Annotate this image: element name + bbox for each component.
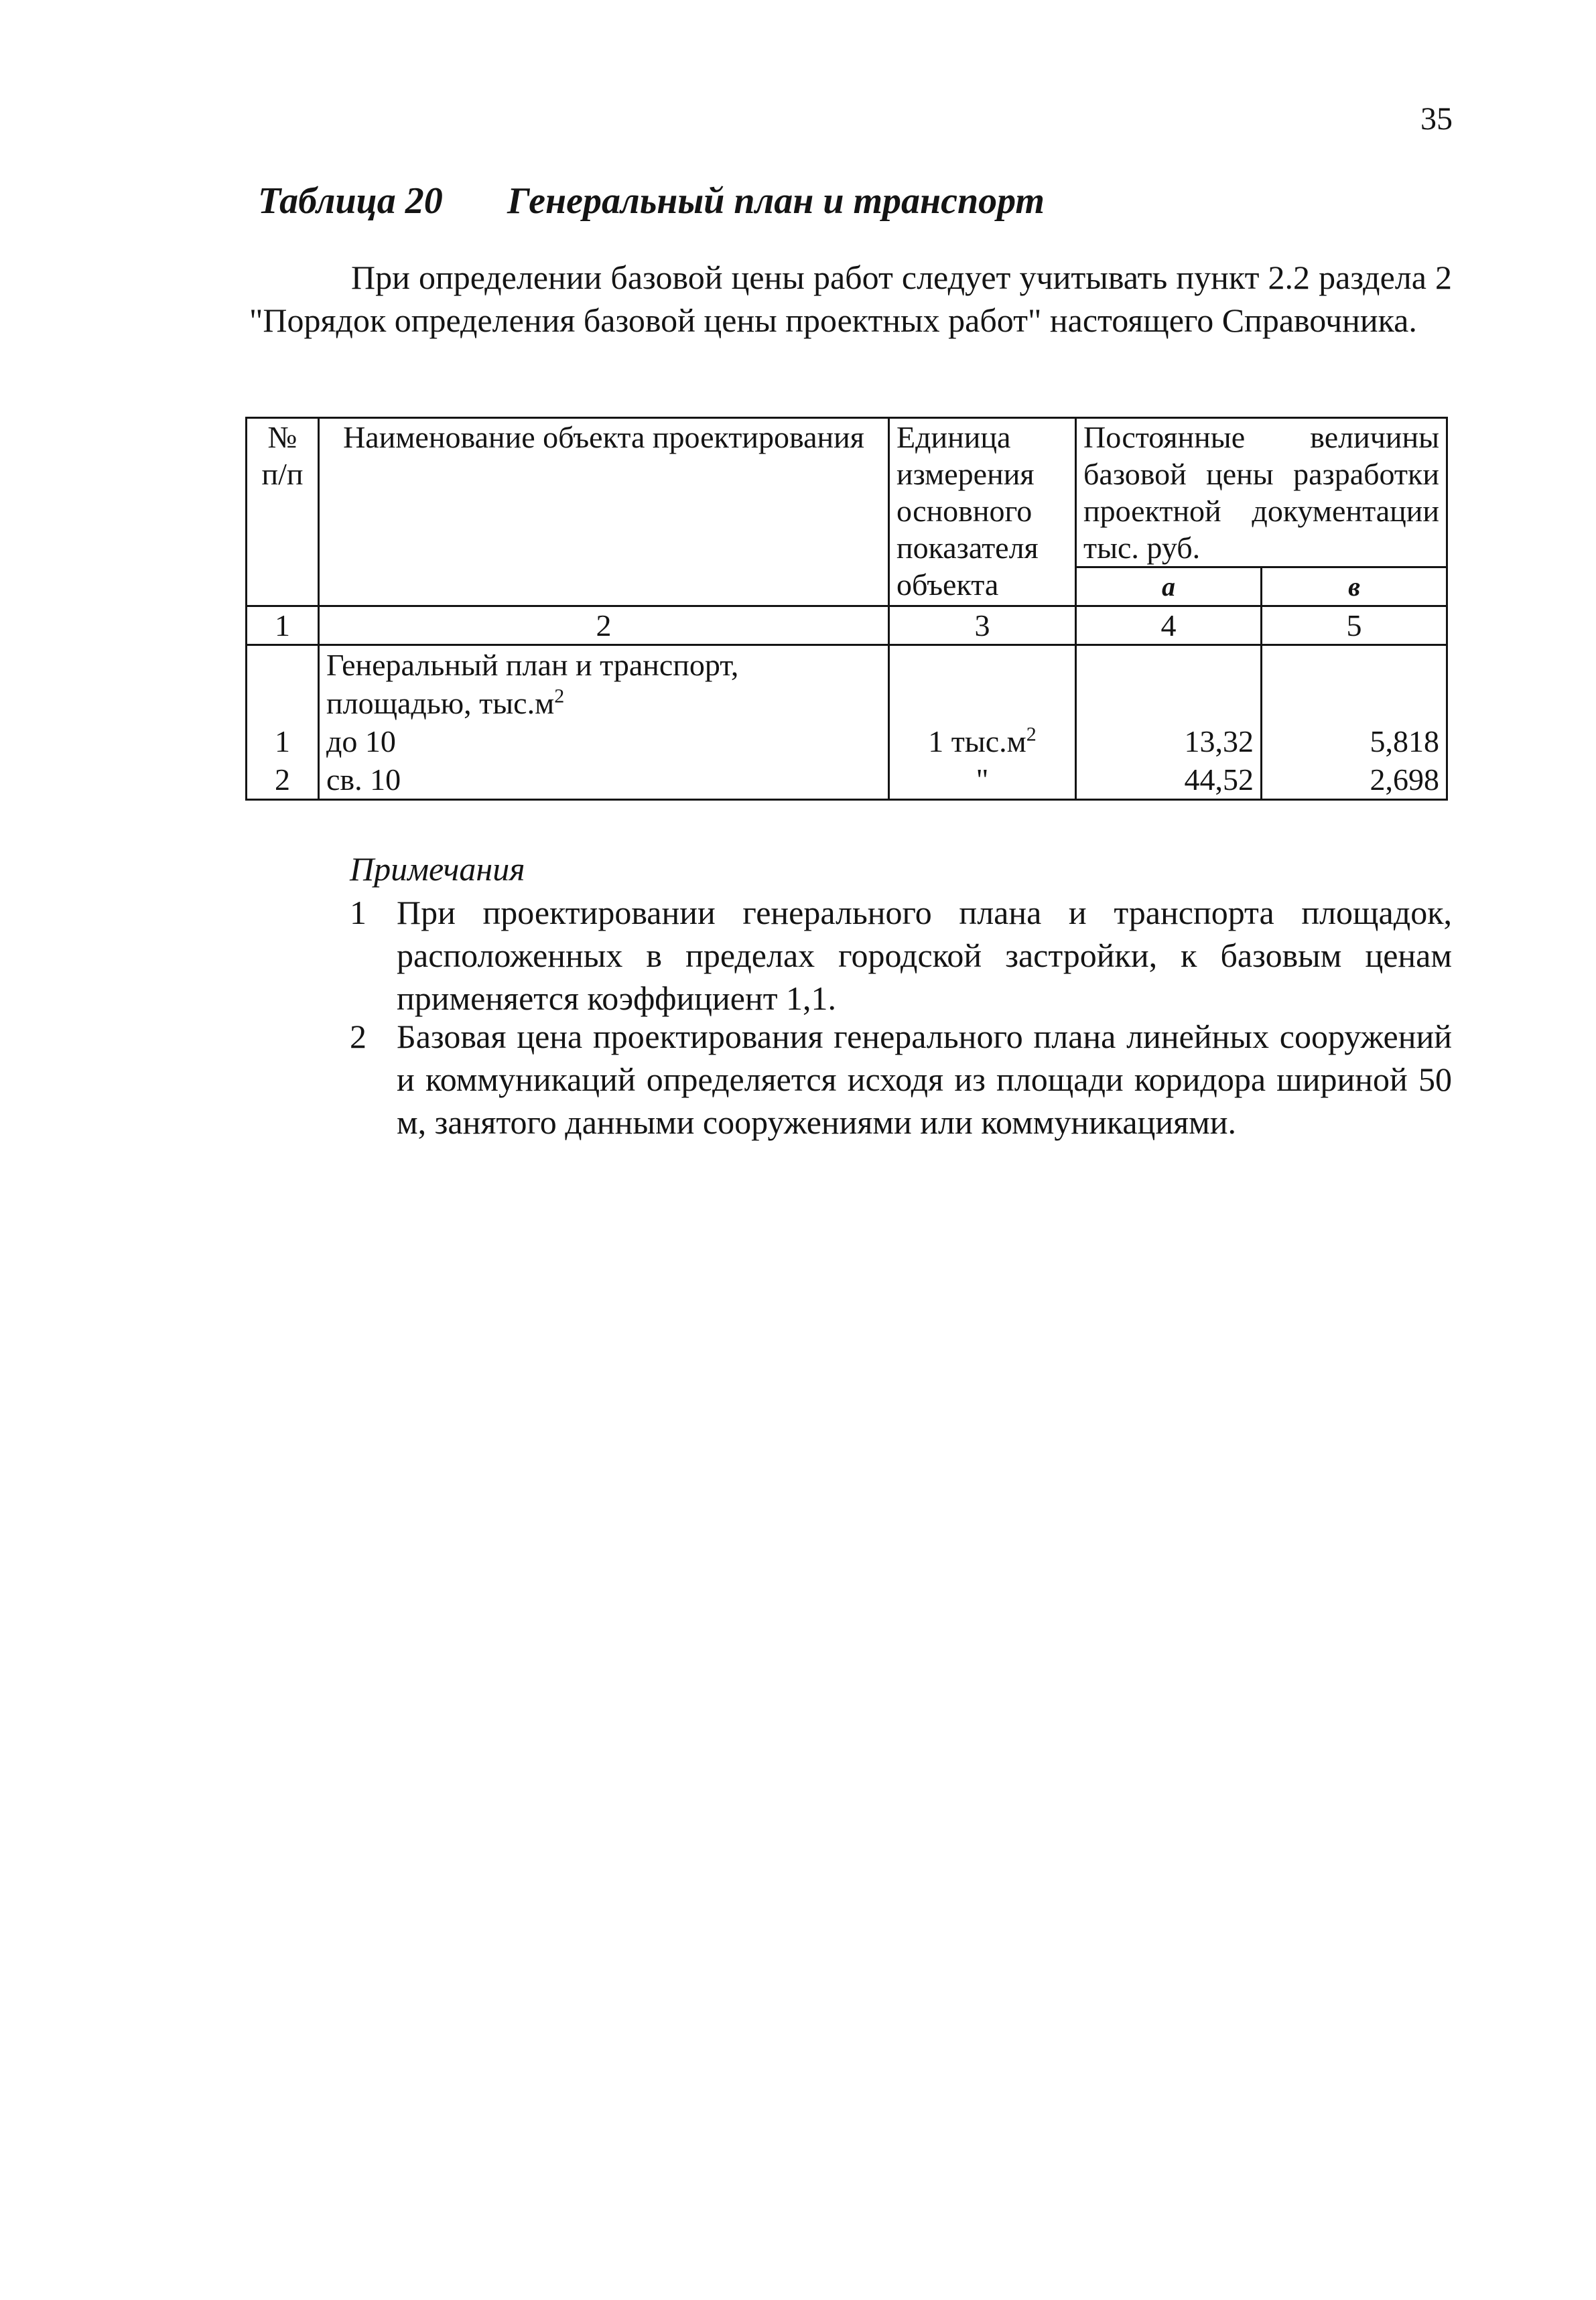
note-text: Базовая цена проектирования генерального плана линейных сооружений и коммуникаций определяется исходя из площади коридора шириной 50 м, занятого данными сооружениями или коммуникациями. (397, 1018, 1452, 1141)
header-num: № п/п (247, 418, 319, 606)
value-a: 13,32 (1184, 724, 1254, 758)
price-table-container (245, 417, 1448, 801)
column-number: 3 (889, 606, 1076, 645)
row-unit: " (976, 762, 989, 797)
note-item (350, 1015, 1452, 1144)
column-number: 5 (1262, 606, 1447, 645)
column-number: 2 (319, 606, 889, 645)
header-a: а (1076, 567, 1262, 606)
column-number-row (247, 606, 1447, 645)
row-name: св. 10 (326, 762, 401, 797)
note-item (350, 891, 1452, 1020)
row-a-cell (1076, 645, 1262, 800)
row-names-cell (319, 645, 889, 800)
row-number: 1 (275, 724, 290, 758)
header-unit: Единица измерения основного показателя объекта (889, 418, 1076, 606)
note-number: 1 (350, 894, 367, 931)
table-caption: Генеральный план и транспорт (507, 180, 1045, 222)
header-constants: Постоянные величины базовой цены разработки проектной документации тыс. руб. (1076, 418, 1447, 567)
note-number: 2 (350, 1018, 367, 1055)
value-b: 2,698 (1370, 762, 1439, 797)
value-a: 44,52 (1184, 762, 1254, 797)
header-b: в (1262, 567, 1447, 606)
row-b-cell (1262, 645, 1447, 800)
price-table (245, 417, 1448, 801)
notes-title: Примечания (350, 850, 525, 888)
row-name: до 10 (326, 724, 396, 758)
row-unit: 1 $тыс.м^2$ (928, 723, 1037, 758)
table-title (258, 180, 1045, 222)
row-number: 2 (275, 762, 290, 797)
header-name: Наименование объекта проектирования (319, 418, 889, 606)
row-numbers-cell (247, 645, 319, 800)
value-b: 5,818 (1370, 724, 1439, 758)
intro-paragraph: При определении базовой цены работ следует учитывать пункт 2.2 раздела 2 "Порядок определения базовой цены проектных работ" настоящего Справочника. (249, 259, 1452, 339)
header-row (247, 418, 1447, 567)
group-name: Генеральный план и транспорт, площадью, $тыс.м^2$ (326, 648, 739, 720)
table-label: Таблица 20 (258, 180, 443, 222)
note-text: При проектировании генерального плана и транспорта площадок, расположенных в пределах городской застройки, к базовым ценам применяется коэффициент 1,1. (397, 894, 1452, 1017)
row-units-cell (889, 645, 1076, 800)
column-number: 4 (1076, 606, 1262, 645)
data-row-group (247, 645, 1447, 800)
column-number: 1 (247, 606, 319, 645)
page-number: 35 (1420, 101, 1453, 137)
